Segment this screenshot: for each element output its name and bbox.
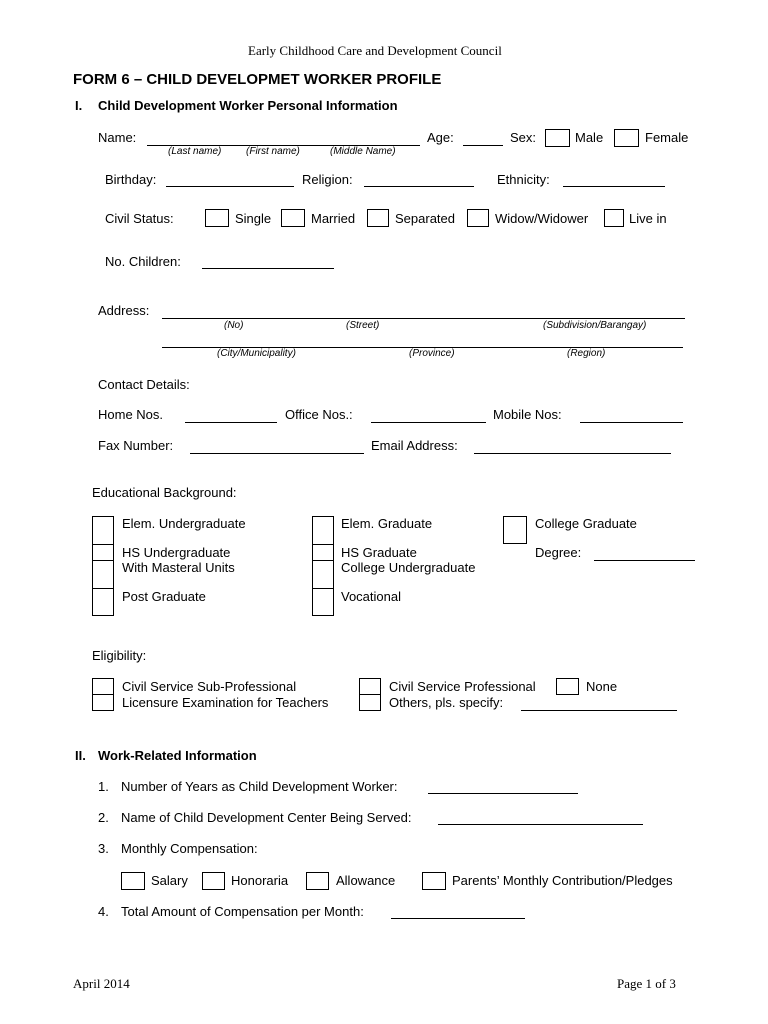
age-field[interactable]: [463, 145, 503, 146]
address-street-caption: (Street): [346, 320, 380, 331]
female-label: Female: [645, 130, 689, 145]
cs-professional-checkbox[interactable]: [359, 678, 381, 694]
widow-checkbox[interactable]: [467, 209, 489, 227]
home-nos-field[interactable]: [185, 422, 277, 423]
civil-status-label: Civil Status:: [105, 211, 174, 226]
edu-elem-graduate: Elem. Graduate: [341, 516, 433, 531]
masteral-units-checkbox[interactable]: [92, 560, 114, 588]
form-title: FORM 6 – CHILD DEVELOPMET WORKER PROFILE: [73, 71, 442, 88]
separated-label: Separated: [395, 211, 455, 226]
mobile-nos-field[interactable]: [580, 422, 683, 423]
address-barangay-caption: (Subdivision/Barangay): [543, 320, 647, 331]
edu-college-undergraduate: College Undergraduate: [341, 560, 476, 575]
separated-checkbox[interactable]: [367, 209, 389, 227]
address-province-caption: (Province): [409, 348, 455, 359]
edu-label: Educational Background:: [92, 485, 237, 500]
married-checkbox[interactable]: [281, 209, 305, 227]
male-label: Male: [575, 130, 604, 145]
address-line-1[interactable]: [162, 318, 685, 319]
elig-cs-sub-professional: Civil Service Sub-Professional: [122, 679, 297, 694]
footer-page: Page 1 of 3: [617, 976, 676, 991]
fax-field[interactable]: [190, 453, 364, 454]
email-field[interactable]: [474, 453, 671, 454]
item3-text: Monthly Compensation:: [121, 841, 258, 856]
elig-none: None: [586, 679, 618, 694]
edu-college-graduate: College Graduate: [535, 516, 637, 531]
elem-graduate-checkbox[interactable]: [312, 516, 334, 544]
others-checkbox[interactable]: [359, 694, 381, 711]
college-undergraduate-checkbox[interactable]: [312, 560, 334, 588]
mobile-nos-label: Mobile Nos:: [493, 407, 562, 422]
let-checkbox[interactable]: [92, 694, 114, 711]
item4-number: 4.: [98, 904, 109, 919]
edu-masteral-units: With Masteral Units: [122, 560, 235, 575]
birthday-field[interactable]: [166, 186, 294, 187]
address-city-caption: (City/Municipality): [217, 348, 296, 359]
honoraria-checkbox[interactable]: [202, 872, 225, 890]
address-no-caption: (No): [224, 320, 244, 331]
office-nos-label: Office Nos.:: [285, 407, 353, 422]
item2-text: Name of Child Development Center Being Served:: [121, 810, 412, 825]
degree-label: Degree:: [535, 545, 582, 560]
post-graduate-checkbox[interactable]: [92, 588, 114, 616]
widow-label: Widow/Widower: [495, 211, 589, 226]
hs-graduate-checkbox[interactable]: [312, 544, 334, 560]
item3-number: 3.: [98, 841, 109, 856]
section1-title: Child Development Worker Personal Information: [98, 98, 398, 113]
item1-text: Number of Years as Child Development Worker:: [121, 779, 398, 794]
live-in-label: Live in: [629, 211, 667, 226]
elig-others: Others, pls. specify:: [389, 695, 504, 710]
item1-number: 1.: [98, 779, 109, 794]
council-name: Early Childhood Care and Development Council: [248, 43, 502, 58]
elig-cs-professional: Civil Service Professional: [389, 679, 536, 694]
total-compensation-field[interactable]: [391, 918, 525, 919]
hs-undergraduate-checkbox[interactable]: [92, 544, 114, 560]
edu-hs-graduate: HS Graduate: [341, 545, 417, 560]
contact-label: Contact Details:: [98, 377, 190, 392]
years-field[interactable]: [428, 793, 578, 794]
live-in-checkbox[interactable]: [604, 209, 624, 227]
others-specify-field[interactable]: [521, 710, 677, 711]
salary-checkbox[interactable]: [121, 872, 145, 890]
edu-post-graduate: Post Graduate: [122, 589, 206, 604]
edu-col1-checkboxes[interactable]: [92, 516, 114, 616]
age-label: Age:: [427, 130, 454, 145]
fax-label: Fax Number:: [98, 438, 174, 453]
elig-let: Licensure Examination for Teachers: [122, 695, 329, 710]
address-label: Address:: [98, 303, 150, 318]
birthday-label: Birthday:: [105, 172, 157, 187]
college-graduate-checkbox[interactable]: [503, 516, 527, 544]
section2-number: II.: [75, 748, 86, 763]
male-checkbox[interactable]: [545, 129, 570, 147]
name-label: Name:: [98, 130, 137, 145]
sex-label: Sex:: [510, 130, 537, 145]
center-name-field[interactable]: [438, 824, 643, 825]
section2-title: Work-Related Information: [98, 748, 257, 763]
ethnicity-label: Ethnicity:: [497, 172, 550, 187]
parents-contribution-label: Parents’ Monthly Contribution/Pledges: [452, 873, 673, 888]
item2-number: 2.: [98, 810, 109, 825]
edu-hs-undergraduate: HS Undergraduate: [122, 545, 231, 560]
edu-elem-undergraduate: Elem. Undergraduate: [122, 516, 246, 531]
religion-label: Religion:: [302, 172, 353, 187]
honoraria-label: Honoraria: [231, 873, 289, 888]
degree-field[interactable]: [594, 560, 695, 561]
elem-undergraduate-checkbox[interactable]: [92, 516, 114, 544]
allowance-label: Allowance: [336, 873, 396, 888]
office-nos-field[interactable]: [371, 422, 486, 423]
email-label: Email Address:: [371, 438, 458, 453]
section1-number: I.: [75, 98, 83, 113]
item4-text: Total Amount of Compensation per Month:: [121, 904, 364, 919]
cs-sub-professional-checkbox[interactable]: [92, 678, 114, 694]
none-checkbox[interactable]: [556, 678, 579, 695]
vocational-checkbox[interactable]: [312, 588, 334, 616]
female-checkbox[interactable]: [614, 129, 639, 147]
middle-name-caption: (Middle Name): [330, 146, 396, 157]
children-field[interactable]: [202, 268, 334, 269]
footer-date: April 2014: [73, 976, 130, 991]
religion-field[interactable]: [364, 186, 474, 187]
edu-vocational: Vocational: [341, 589, 401, 604]
single-checkbox[interactable]: [205, 209, 229, 227]
eligibility-label: Eligibility:: [92, 648, 147, 663]
salary-label: Salary: [151, 873, 188, 888]
elig-col1-checkboxes[interactable]: [92, 678, 114, 711]
allowance-checkbox[interactable]: [306, 872, 329, 890]
ethnicity-field[interactable]: [563, 186, 665, 187]
elig-col2-checkboxes[interactable]: [359, 678, 381, 711]
home-nos-label: Home Nos.: [98, 407, 164, 422]
children-label: No. Children:: [105, 254, 181, 269]
address-region-caption: (Region): [567, 348, 606, 359]
edu-col2-checkboxes[interactable]: [312, 516, 334, 616]
last-name-caption: (Last name): [168, 146, 222, 157]
parents-contribution-checkbox[interactable]: [422, 872, 446, 890]
first-name-caption: (First name): [246, 146, 300, 157]
single-label: Single: [235, 211, 272, 226]
married-label: Married: [311, 211, 356, 226]
